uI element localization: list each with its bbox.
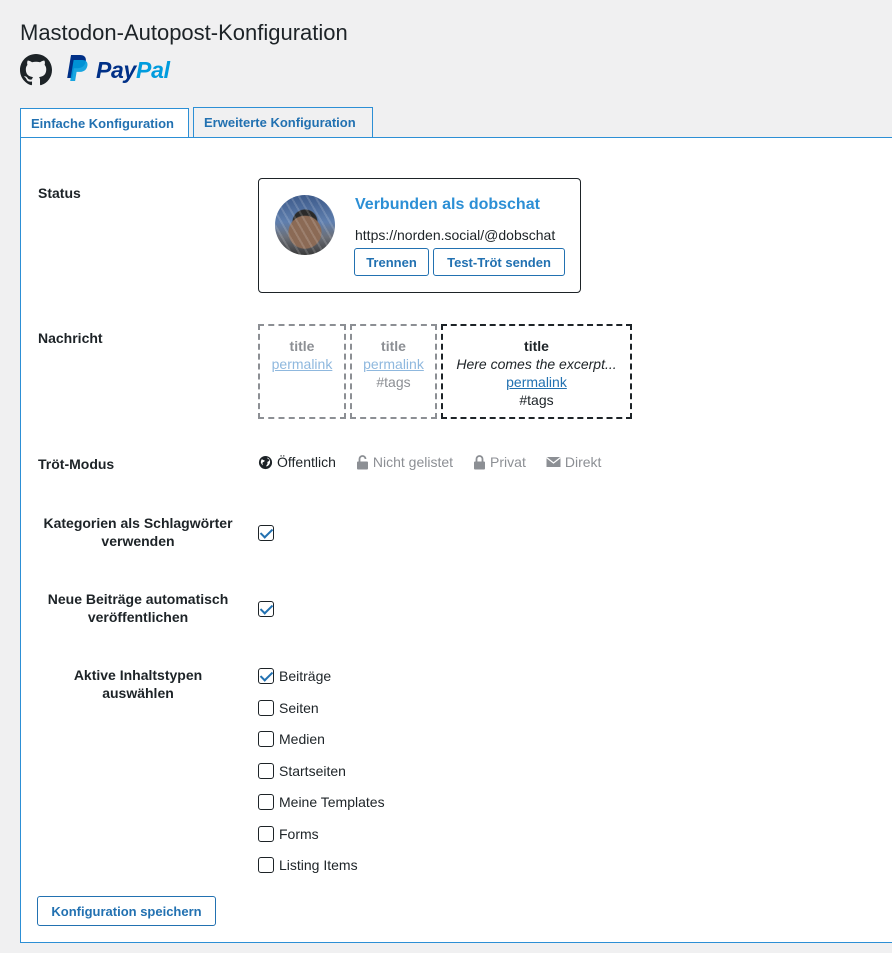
message-template-3[interactable] — [441, 324, 632, 419]
brand-row — [20, 54, 170, 86]
post-type-checkbox[interactable] — [258, 668, 274, 684]
post-type-label: Startseiten — [279, 762, 346, 779]
lock-icon — [473, 455, 486, 470]
auto-publish-label: Neue Beiträge automatisch veröffentlichen — [47, 591, 229, 625]
post-type-checkbox[interactable] — [258, 857, 274, 873]
template-title: title — [381, 338, 406, 354]
post-type-checkbox[interactable] — [258, 826, 274, 842]
message-label: Nachricht — [38, 330, 103, 346]
post-type-label: Seiten — [279, 699, 319, 716]
post-type-checkbox[interactable] — [258, 731, 274, 747]
config-panel — [20, 137, 892, 943]
envelope-icon — [546, 456, 561, 468]
avatar — [275, 195, 335, 255]
post-type-listing-items[interactable] — [258, 856, 385, 874]
post-type-label: Forms — [279, 825, 319, 842]
post-type-checkbox[interactable] — [258, 763, 274, 779]
categories-as-tags-label: Kategorien als Schlagwörter verwenden — [43, 515, 233, 549]
post-type-checkbox[interactable] — [258, 700, 274, 716]
visibility-unlisted[interactable] — [356, 454, 453, 470]
post-type-meine-templates[interactable] — [258, 793, 385, 811]
post-type-forms[interactable] — [258, 825, 385, 843]
post-type-startseiten[interactable] — [258, 762, 385, 780]
visibility-direct[interactable] — [546, 454, 602, 470]
visibility-direct-label: Direkt — [564, 454, 602, 470]
status-card — [258, 178, 581, 293]
tab-bar — [20, 107, 373, 137]
post-type-beitraege[interactable] — [258, 667, 385, 685]
visibility-private-label: Privat — [490, 454, 526, 470]
post-type-label: Medien — [279, 731, 325, 747]
toot-mode-label: Tröt-Modus — [38, 456, 115, 472]
paypal-wordmark — [96, 57, 170, 84]
toot-mode-options — [258, 454, 601, 470]
paypal-pal: Pal — [136, 56, 170, 83]
test-toot-button[interactable]: Test-Tröt senden — [433, 248, 565, 276]
profile-url: https://norden.social/@dobschat — [355, 227, 556, 243]
paypal-icon — [64, 53, 90, 88]
disconnect-button[interactable]: Trennen — [354, 248, 429, 276]
save-config-button[interactable]: Konfiguration speichern — [37, 896, 216, 926]
post-type-label: Meine Templates — [279, 794, 385, 810]
globe-icon — [258, 455, 273, 470]
tab-advanced-config[interactable]: Erweiterte Konfiguration — [193, 107, 373, 137]
template-excerpt: Here comes the excerpt... — [456, 356, 617, 372]
post-type-label: Beiträge — [279, 668, 332, 684]
unlock-icon — [356, 455, 369, 470]
tab-simple-config[interactable]: Einfache Konfiguration — [20, 108, 189, 138]
post-type-medien[interactable] — [258, 730, 385, 748]
message-template-2[interactable] — [350, 324, 437, 419]
visibility-public[interactable] — [258, 454, 336, 470]
visibility-unlisted-label: Nicht gelistet — [372, 454, 454, 470]
categories-as-tags-checkbox[interactable] — [258, 525, 274, 541]
template-title: title — [289, 338, 315, 354]
template-permalink: permalink — [271, 356, 333, 372]
github-icon[interactable] — [20, 54, 52, 86]
status-label: Status — [38, 185, 81, 201]
template-tags: #tags — [376, 374, 411, 390]
template-permalink: permalink — [506, 374, 567, 390]
visibility-public-label: Öffentlich — [277, 454, 336, 470]
post-types-label: Aktive Inhaltstypen auswählen — [73, 667, 203, 701]
post-type-checkbox[interactable] — [258, 794, 274, 810]
auto-publish-checkbox[interactable] — [258, 601, 274, 617]
visibility-private[interactable] — [473, 454, 526, 470]
paypal-logo[interactable] — [64, 53, 170, 88]
post-type-label: Listing Items — [279, 857, 358, 873]
template-permalink: permalink — [363, 356, 424, 372]
connected-title: Verbunden als dobschat — [355, 196, 540, 213]
post-types-list — [258, 667, 385, 888]
message-template-1[interactable] — [258, 324, 346, 419]
page-title: Mastodon-Autopost-Konfiguration — [20, 20, 348, 45]
template-tags: #tags — [519, 392, 554, 408]
paypal-pay: Pay — [96, 56, 137, 83]
post-type-seiten[interactable] — [258, 699, 385, 717]
template-title: title — [524, 338, 549, 354]
